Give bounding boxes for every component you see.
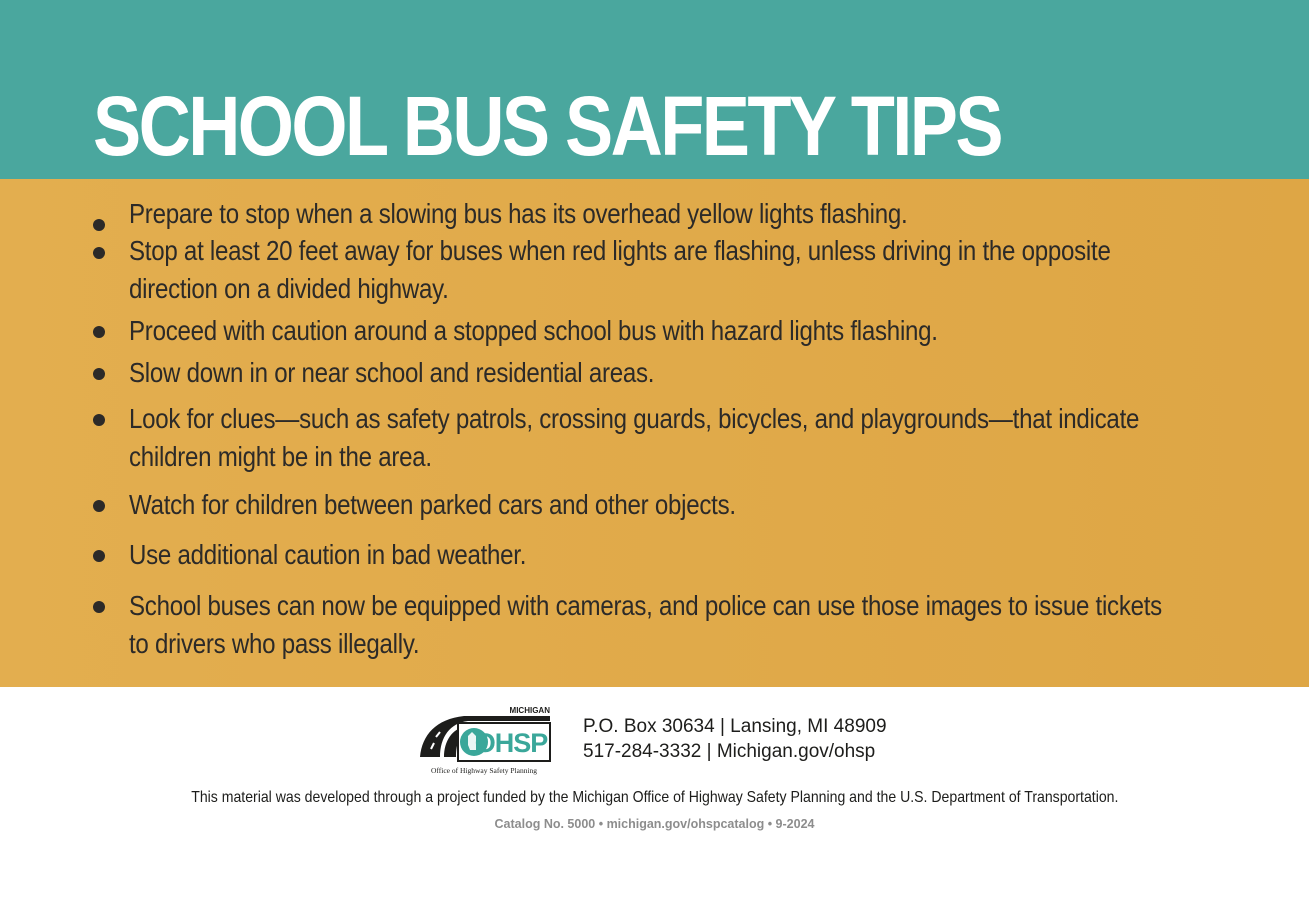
bullet-icon — [93, 219, 105, 231]
tip-line: School buses can now be equipped with cameras, and police can use those images to issue tickets — [129, 590, 1162, 621]
bullet-icon — [93, 601, 105, 613]
tip-line: to drivers who pass illegally. — [129, 628, 420, 659]
ohsp-logo — [418, 705, 552, 777]
bullet-icon — [93, 326, 105, 338]
bullet-icon — [93, 414, 105, 426]
bullet-icon — [93, 247, 105, 259]
tip-line: Slow down in or near school and residential areas. — [129, 357, 655, 388]
bullet-icon — [93, 550, 105, 562]
page-title: SCHOOL BUS SAFETY TIPS — [93, 79, 1001, 173]
contact-block — [583, 714, 887, 764]
tip-line: Prepare to stop when a slowing bus has its overhead yellow lights flashing. — [129, 198, 908, 229]
funding-note — [0, 787, 1309, 809]
tip-line: Proceed with caution around a stopped school bus with hazard lights flashing. — [129, 315, 938, 346]
logo-org-name: Office of Highway Safety Planning — [430, 766, 538, 775]
catalog-line: Catalog No. 5000 • michigan.gov/ohspcatalog • 9-2024 — [494, 817, 815, 831]
tip-text — [129, 312, 1187, 350]
tip-text — [129, 536, 1187, 574]
header-banner — [0, 0, 1309, 179]
tip-text — [129, 195, 1187, 233]
tip-text — [129, 354, 1187, 392]
tip-text — [129, 232, 1187, 308]
bullet-icon — [93, 368, 105, 380]
tip-text — [129, 587, 1187, 663]
tip-line: Look for clues—such as safety patrols, crossing guards, bicycles, and playgrounds—that indicate — [129, 403, 1140, 434]
phone-web-line: 517-284-3332 | Michigan.gov/ohsp — [583, 741, 876, 762]
funding-note-text: This material was developed through a project funded by the Michigan Office of Highway Safety Planning and the U.S. Department of Transportation. — [190, 789, 1119, 806]
logo-acronym: OHSP — [474, 728, 548, 758]
tip-line: direction on a divided highway. — [129, 273, 449, 304]
logo-state: MICHIGAN — [509, 706, 550, 715]
tips-panel — [0, 179, 1309, 687]
tip-text — [129, 486, 1187, 524]
ohsp-logo-icon — [418, 705, 552, 777]
tip-line: Stop at least 20 feet away for buses when red lights are flashing, unless driving in the opposite — [129, 235, 1111, 266]
tip-text — [129, 400, 1187, 476]
bullet-icon — [93, 500, 105, 512]
tip-line: children might be in the area. — [129, 441, 432, 472]
tip-line: Use additional caution in bad weather. — [129, 539, 527, 570]
tip-line: Watch for children between parked cars and other objects. — [129, 489, 736, 520]
address-line: P.O. Box 30634 | Lansing, MI 48909 — [583, 716, 887, 737]
